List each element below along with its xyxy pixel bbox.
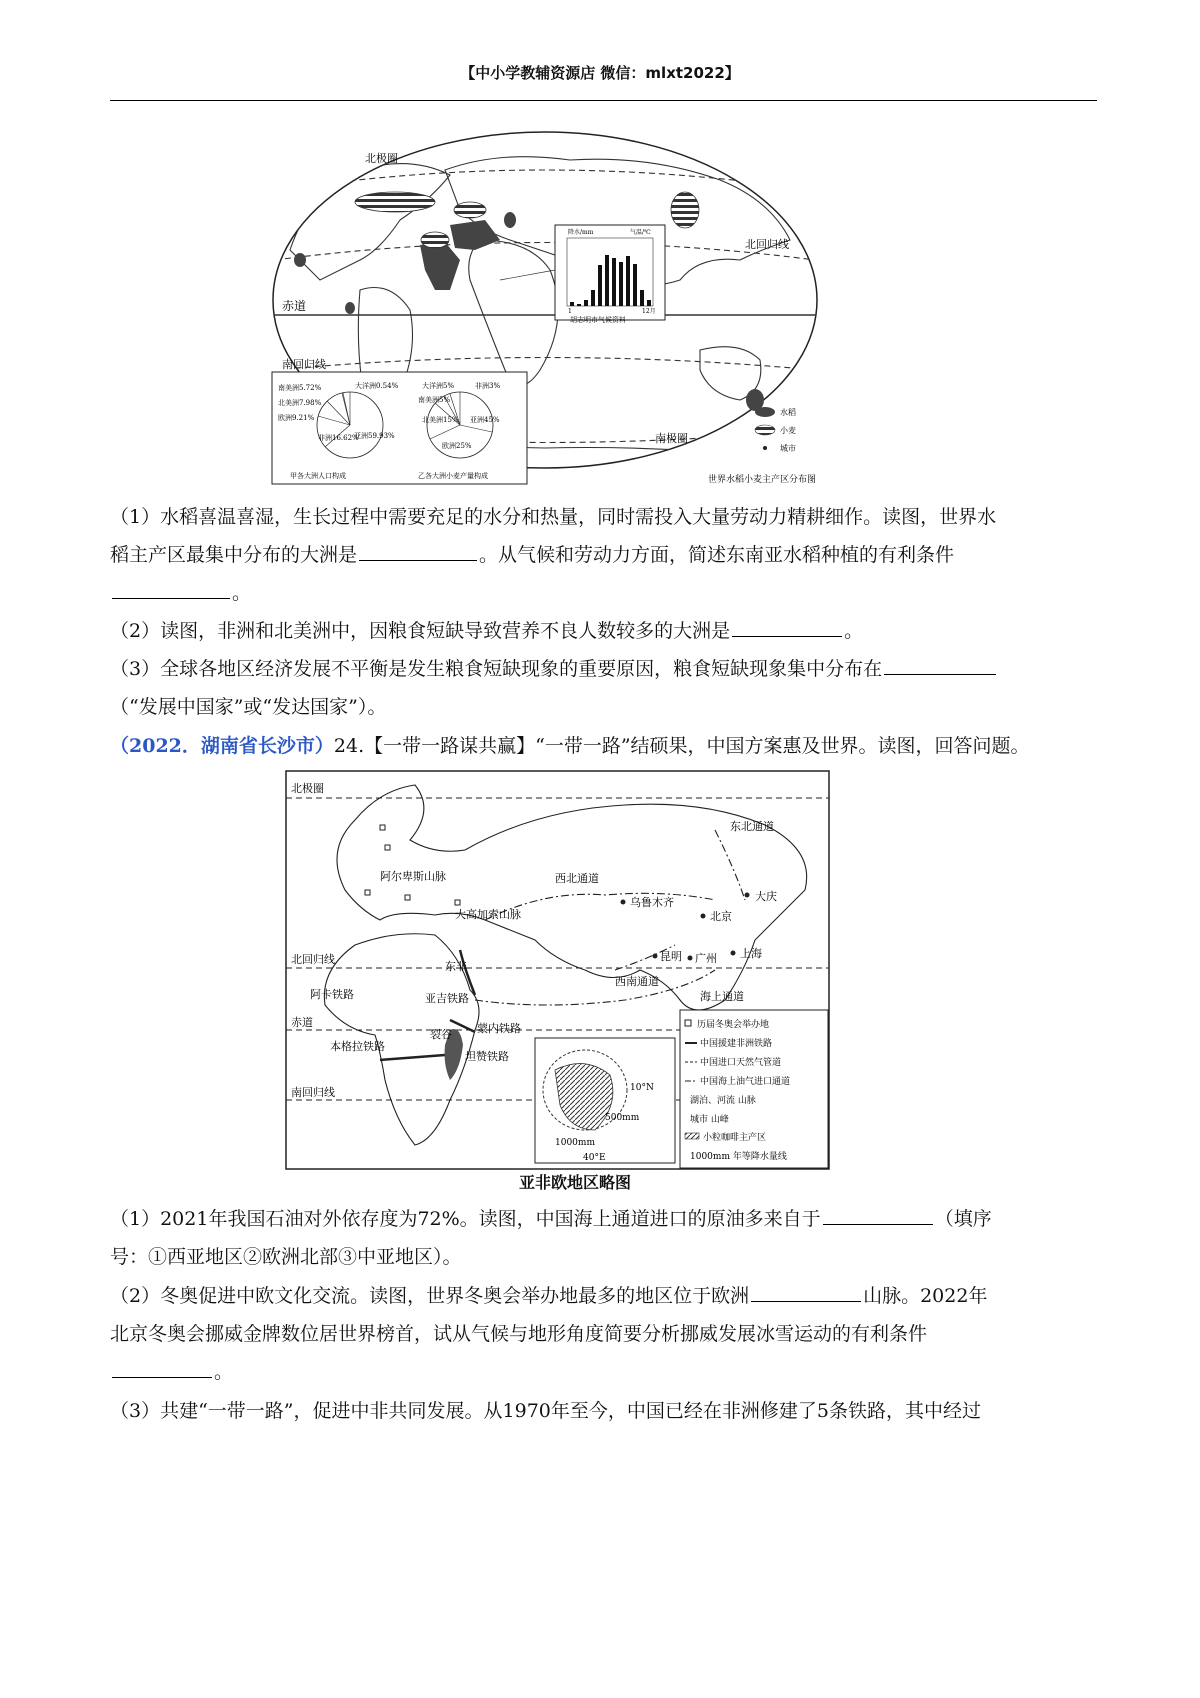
question-24-part-2	[110, 1277, 1100, 1391]
answer-blank-q1-continent[interactable]	[359, 541, 477, 561]
asia-africa-europe-map	[285, 770, 830, 1170]
climate-y-right-label: 气温/℃	[630, 229, 651, 236]
pie-population-caption: 甲各大洲人口构成	[290, 472, 346, 480]
pie-charts-inset	[272, 372, 527, 484]
q24-p1-mid: （填序	[934, 1208, 992, 1230]
precip-bar-11	[640, 290, 644, 306]
wheat-region-north-america	[671, 192, 699, 228]
precip-bar-8	[619, 262, 623, 306]
q24-p1-text: （1）2021年我国石油对外依存度为72%。读图，中国海上通道进口的原油多来自于	[110, 1208, 821, 1230]
pie-wheat-item-2: 南美洲5%	[418, 396, 451, 404]
label-arctic-circle: 北极圈	[291, 782, 324, 795]
question-1-part-3	[110, 650, 1100, 726]
question-1-part-2	[110, 612, 1100, 650]
pie-population-item-1: 大洋洲0.54%	[355, 382, 399, 390]
label-tropic-capricorn: 南回归线	[291, 1086, 335, 1099]
label-mombasa-nairobi-railway: 蒙内铁路	[477, 1022, 521, 1035]
answer-blank-q24-2-conditions[interactable]	[112, 1358, 212, 1378]
label-southwest-channel: 西南通道	[615, 975, 659, 988]
precip-bar-5	[598, 265, 602, 306]
wheat-region-india	[421, 232, 449, 248]
map1-title: 世界水稻小麦主产区分布图	[708, 475, 817, 485]
map2-legend	[680, 1010, 828, 1168]
legend-isohyet: 1000mm 年等降水量线	[690, 1152, 787, 1162]
legend-city: 城市	[780, 444, 796, 453]
label-equator: 赤道	[282, 299, 307, 313]
q24-p1-end: 号：①西亚地区②欧洲北部③中亚地区）。	[110, 1246, 462, 1268]
q24-p3-text: （3）共建“一带一路”，促进中非共同发展。从1970年至今，中国已经在非洲修建了5条铁路，其中经过	[110, 1400, 981, 1422]
world-rice-wheat-map	[270, 130, 820, 490]
precip-bar-9	[626, 256, 630, 306]
label-40e: 40°E	[583, 1153, 606, 1163]
label-rift: 裂谷	[430, 1028, 452, 1041]
rice-region-west-africa	[345, 302, 355, 314]
q1-p3-end: （“发展中国家”或“发达国家”）。	[110, 696, 387, 718]
legend-wheat: 小麦	[780, 426, 796, 435]
label-beijing: 北京	[710, 910, 732, 923]
pie-population-item-0: 南美洲5.72%	[278, 384, 322, 392]
precip-bar-10	[633, 264, 637, 306]
pie-wheat-item-4: 亚洲45%	[470, 416, 500, 424]
legend-lakes-rivers-mountains: 湖泊、河流 山脉	[690, 1096, 756, 1106]
pie-wheat-item-3: 北美洲15%	[422, 416, 459, 424]
precip-bar-12	[647, 300, 651, 306]
rice-region-americas	[294, 253, 306, 267]
precip-bar-2	[577, 304, 581, 306]
legend-olympic-host: 历届冬奥会举办地	[697, 1020, 770, 1030]
question-24-stem	[110, 727, 1100, 765]
label-kunming: 昆明	[660, 950, 682, 963]
pie-wheat-item-5: 欧洲25%	[442, 442, 472, 450]
legend-rice: 水稻	[780, 408, 796, 417]
label-akar-railway: 阿卡铁路	[310, 988, 354, 1001]
label-sea-channel: 海上通道	[700, 990, 744, 1003]
q24-p2-mid: 山脉。2022年	[863, 1285, 988, 1307]
label-addis-djibouti-railway: 亚吉铁路	[425, 992, 469, 1005]
pie-wheat-caption: 乙各大洲小麦产量构成	[418, 472, 488, 480]
wheat-region-china	[454, 202, 486, 218]
question-source: （2022．湖南省长沙市）	[110, 735, 334, 757]
q1-p1-line-3: 。	[232, 582, 252, 604]
wheat-region-russia	[355, 192, 435, 212]
page-header: 【中小学教辅资源店 微信：mlxt2022】	[460, 64, 740, 82]
label-northeast-channel: 东北通道	[730, 820, 774, 833]
precip-bar-4	[591, 290, 595, 306]
pie-population-item-4: 非洲16.62%	[318, 434, 359, 442]
climate-y-left-label: 降水/mm	[568, 229, 594, 236]
q24-p2-text: （2）冬奥促进中欧文化交流。读图，世界冬奥会举办地最多的地区位于欧洲	[110, 1285, 750, 1307]
precip-bar-7	[612, 258, 616, 306]
question-24-text: 24.【一带一路谋共赢】“一带一路”结硕果，中国方案惠及世界。读图，回答问题。	[333, 735, 1030, 757]
label-1000mm: 1000mm	[555, 1138, 595, 1148]
answer-blank-q24-1[interactable]	[823, 1205, 933, 1225]
legend-gas-pipeline: 中国进口天然气管道	[700, 1058, 782, 1068]
label-northwest-channel: 西北通道	[555, 872, 599, 885]
q24-p2-line-2: 北京冬奥会挪威金牌数位居世界榜首，试从气候与地形角度简要分析挪威发展冰雪运动的有利条件	[110, 1323, 928, 1345]
map2-title: 亚非欧地区略图	[518, 1173, 631, 1192]
map1-legend	[755, 407, 796, 453]
answer-blank-q2-continent[interactable]	[732, 617, 842, 637]
label-tazara-railway: 坦赞铁路	[465, 1050, 509, 1063]
rice-region-japan	[504, 212, 516, 228]
precip-bar-1	[570, 302, 574, 306]
header-rule	[110, 100, 1097, 101]
label-tropic-cancer: 北回归线	[291, 953, 335, 966]
answer-blank-q24-2-mountain[interactable]	[751, 1282, 861, 1302]
q1-p1-line-2b: 。从气候和劳动力方面，简述东南亚水稻种植的有利条件	[479, 544, 955, 566]
label-equator: 赤道	[291, 1016, 313, 1029]
q24-p2-end: 。	[214, 1361, 234, 1383]
label-alps: 阿尔卑斯山脉	[380, 870, 446, 883]
label-daqing: 大庆	[755, 890, 777, 903]
pie-population-item-2: 北美洲7.98%	[278, 399, 322, 407]
q1-p1-line-1: （1）水稻喜温喜湿，生长过程中需要充足的水分和热量，同时需投入大量劳动力精耕细作。读图，世界水	[110, 506, 997, 528]
climate-chart-title: 胡志明市气候资料	[570, 316, 626, 324]
answer-blank-q3-countries[interactable]	[884, 655, 996, 675]
label-shanghai: 上海	[740, 947, 762, 960]
label-east-africa: 东非	[445, 960, 467, 973]
q1-p2-text: （2）读图，非洲和北美洲中，因粮食短缺导致营养不良人数较多的大洲是	[110, 620, 731, 642]
label-urumqi: 乌鲁木齐	[630, 896, 674, 909]
pie-wheat-item-0: 大洋洲5%	[422, 382, 455, 390]
precip-bar-6	[605, 255, 609, 306]
q1-p3-text: （3）全球各地区经济发展不平衡是发生粮食短缺现象的重要原因，粮食短缺现象集中分布在	[110, 658, 883, 680]
label-10n: 10°N	[630, 1083, 654, 1093]
question-24-part-3	[110, 1392, 1100, 1430]
q1-p2-end: 。	[844, 620, 864, 642]
question-24-part-1	[110, 1200, 1100, 1276]
map2-inset	[535, 1038, 675, 1163]
pie-population-item-5: 亚洲59.93%	[354, 432, 395, 440]
label-guangzhou: 广州	[695, 952, 717, 965]
precip-bar-3	[584, 300, 588, 306]
pie-population-item-3: 欧洲9.21%	[278, 414, 315, 422]
label-tropic-capricorn: 南回归线	[282, 358, 326, 371]
label-tropic-cancer: 北回归线	[745, 238, 789, 251]
label-500mm: 500mm	[605, 1113, 640, 1123]
q1-p1-line-2a: 稻主产区最集中分布的大洲是	[110, 544, 358, 566]
question-1-part-1	[110, 498, 1100, 612]
climate-x-end: 12月	[642, 308, 656, 315]
answer-blank-q1-conditions[interactable]	[112, 579, 230, 599]
label-benguela-railway: 本格拉铁路	[330, 1040, 385, 1053]
pie-wheat-item-1: 非洲3%	[475, 382, 501, 390]
legend-coffee-region: 小粒咖啡主产区	[703, 1133, 767, 1143]
legend-railway: 中国援建非洲铁路	[700, 1039, 773, 1049]
legend-sea-channel: 中国海上油气进口通道	[700, 1077, 791, 1087]
climate-x-start: 1	[568, 308, 572, 315]
legend-city-peak: 城市 山峰	[690, 1115, 729, 1125]
label-caucasus: 大高加索山脉	[455, 908, 521, 921]
label-antarctic-circle: 南极圈	[655, 432, 688, 445]
label-arctic-circle: 北极圈	[365, 152, 398, 165]
